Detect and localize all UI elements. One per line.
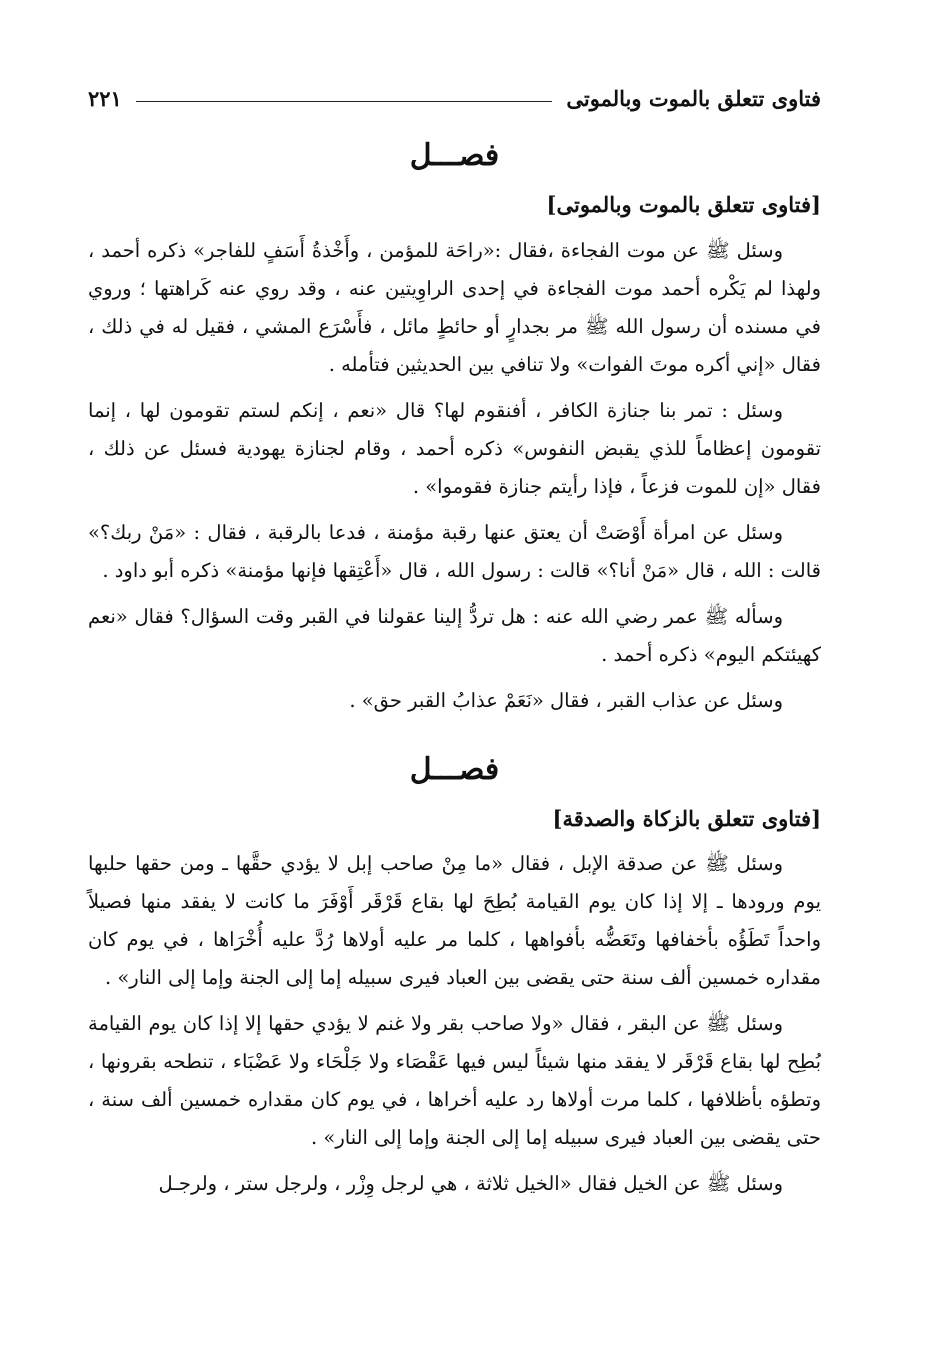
paragraph: وسئل : تمر بنا جنازة الكافر ، أفنقوم لها؟ قال «نعم ، إنكم لستم تقومون لها ، إنما تقومون إعظاماً للذي يقبض النفوس» ذكره أحمد ، وقام لجنازة يهودية فسئل عن ذلك ، فقال «إن للموت فزعاً ، فإذا رأيتم جنازة فقوموا» .	[88, 398, 821, 498]
paragraph: وسئل ﷺ عن صدقة الإبل ، فقال «ما مِنْ صاحب إبل لا يؤدي حقَّها ـ ومن حقها حلبها يوم ورودها ـ إلا إذا كان يوم القيامة بُطِحَ لها بقاع قَرْقَر أَوْفَرَ ما كانت لا يفقد منها فصيلاً واحداً تَطَؤُه بأخفافها وتَعَضُّه بأفواهها ، كلما مر عليه أولاها رُدَّ عليه أُخْرَاها ، في يوم كان مقداره خمسين ألف سنة حتى يقضى بين العباد فيرى سبيله إما إلى الجنة وإما إلى النار» .	[88, 852, 821, 990]
section-heading: فصـــل	[409, 138, 500, 173]
book-page	[88, 78, 821, 1324]
paragraph: وسئل ﷺ عن الخيل فقال «الخيل ثلاثة ، هي لرجل وِزْر ، ولرجل ستر ، ولرجـل	[158, 1172, 783, 1196]
paragraph: وسئل عن امرأة أَوْصَتْ أن يعتق عنها رقبة مؤمنة ، فدعا بالرقبة ، فقال : «مَنْ ربك؟» قالت : الله ، قال «مَنْ أنا؟» قالت : رسول الله ، قال «أَعْتِقها فإنها مؤمنة» ذكره أبو داود .	[88, 520, 821, 582]
section-subtitle: [فتاوى تتعلق بالزكاة والصدقة]	[552, 805, 821, 831]
paragraph: وسأله ﷺ عمر رضي الله عنه : هل تردُّ إلينا عقولنا في القبر وقت السؤال؟ فقال «نعم كهيئتكم اليوم» ذكره أحمد .	[88, 604, 821, 666]
header-rule	[136, 101, 553, 102]
section-heading: فصـــل	[409, 751, 500, 787]
running-title: فتاوى تتعلق بالموت وبالموتى	[566, 85, 821, 111]
paragraph: وسئل ﷺ عن موت الفجاءة ،فقال :«راحَة للمؤمن ، وأَخْذةُ أَسَفٍ للفاجر» ذكره أحمد ، ولهذا لم يَكْره أحمد موت الفجاءة في إحدى الراوِيتين عنه ، وقد روي عنه كَراهتها ؛ وروي في مسنده أن رسول الله ﷺ مر بجدارٍ أو حائطٍ مائل ، فأَسْرَع المشي ، فقيل له في ذلك ، فقال «إني أكره موتَ الفوات» ولا تنافي بين الحديثين فتأمله .	[88, 238, 821, 376]
paragraph: وسئل ﷺ عن البقر ، فقال «ولا صاحب بقر ولا غنم لا يؤدي حقها إلا إذا كان يوم القيامة بُطِح لها بقاع قَرْقَر لا يفقد منها شيئاً ليس فيها عَقْصَاء ولا جَلْحَاء ولا عَضْبَاء ، تنطحه بقرونها ، وتطؤه بأظلافها ، كلما مرت أولاها رد عليه أخراها ، في يوم كان مقداره خمسين ألف سنة ، حتى يقضى بين العباد فيرى سبيله إما إلى الجنة وإما إلى النار» .	[88, 1012, 821, 1150]
paragraph: وسئل عن عذاب القبر ، فقال «نَعَمْ عذابُ القبر حق» .	[349, 688, 783, 712]
page-number: ٢٢١	[88, 85, 122, 111]
section-gap	[88, 728, 821, 732]
section-subtitle: [فتاوى تتعلق بالموت وبالموتى]	[546, 192, 821, 217]
running-header	[88, 78, 821, 118]
